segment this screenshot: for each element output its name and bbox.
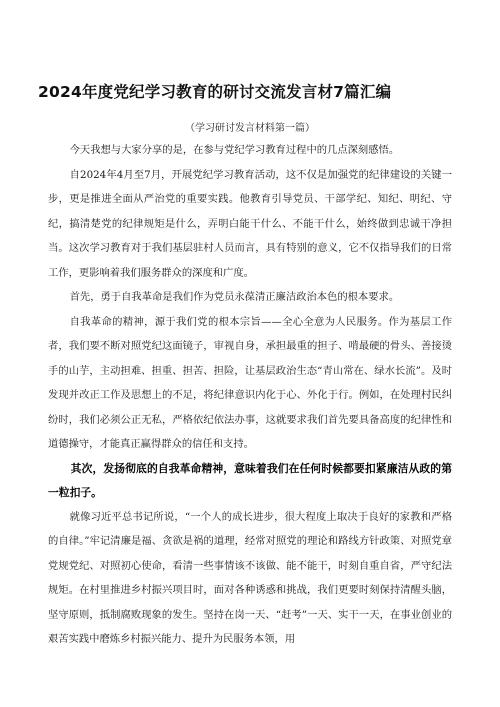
document-subtitle: （学习研讨发言材料第一篇） [185,123,315,134]
paragraph-2: 自2024年4月至7月，开展党纪学习教育活动，这不仅是加强党的纪律建设的关键一步，更是推进全面从严治党的重要实践。他教育引导党员、干部学纪、知纪、明纪、守纪，搞清楚党的纪律规矩是什么，弄明白能干什么、不能干什么，始终做到忠诚干净担当。这次学习教育对于我们基层驻村人员而言，具有特别的意义，它不仅指导我们的日常工作，更影响着我们服务群众的深度和广度。 [48,168,452,279]
section-heading: 其次，发扬彻底的自我革命精神，意味着我们在任何时候都要扣紧廉洁从政的第一粒扣子。 [48,461,452,499]
paragraph-1: 今天我想与大家分享的是，在参与党纪学习教育过程中的几点深刻感悟。 [69,144,400,156]
paragraph-5: 就像习近平总书记所说，“一个人的成长进步，很大程度上取决于良好的家教和严格的自律。”牢记清廉是福、贪欲是祸的道理，经常对照党的理论和路线方针政策、对照党章党规党纪、对照初心使命，看清一些事情该不该做、能不能干，时刻自重自省，严守纪法规矩。在村里推进乡村振兴项目时，面对各种诱惑和挑战，我们更要时刻保持清醒头脑，坚守原则，抵制腐败现象的发生。坚持在岗一天、“赶考”一天、实干一天，在事业创业的艰苦实践中磨炼乡村振兴能力、提升为民服务本领，用 [48,510,452,645]
document-body [48,138,452,652]
paragraph-3: 首先，勇于自我革命是我们作为党员永葆清正廉洁政治本色的根本要求。 [69,291,400,303]
document-title: 2024年度党纪学习教育的研讨交流发言材7篇汇编 [38,83,392,101]
paragraph-4: 自我革命的精神，源于我们党的根本宗旨——全心全意为人民服务。作为基层工作者，我们要不断对照党纪这面镜子，审视自身，承担最重的担子、啃最硬的骨头、善接烫手的山芋，主动担难、担重、担苦、担险，让基层政治生态“青山常在、绿水长流”。及时发现并改正工作及思想上的不足，将纪律意识内化于心、外化于行。例如，在处理村民纠纷时，我们必须公正无私，严格依纪依法办事，这就要求我们首先要具备高度的纪律性和道德操守，才能真正赢得群众的信任和支持。 [48,315,452,450]
